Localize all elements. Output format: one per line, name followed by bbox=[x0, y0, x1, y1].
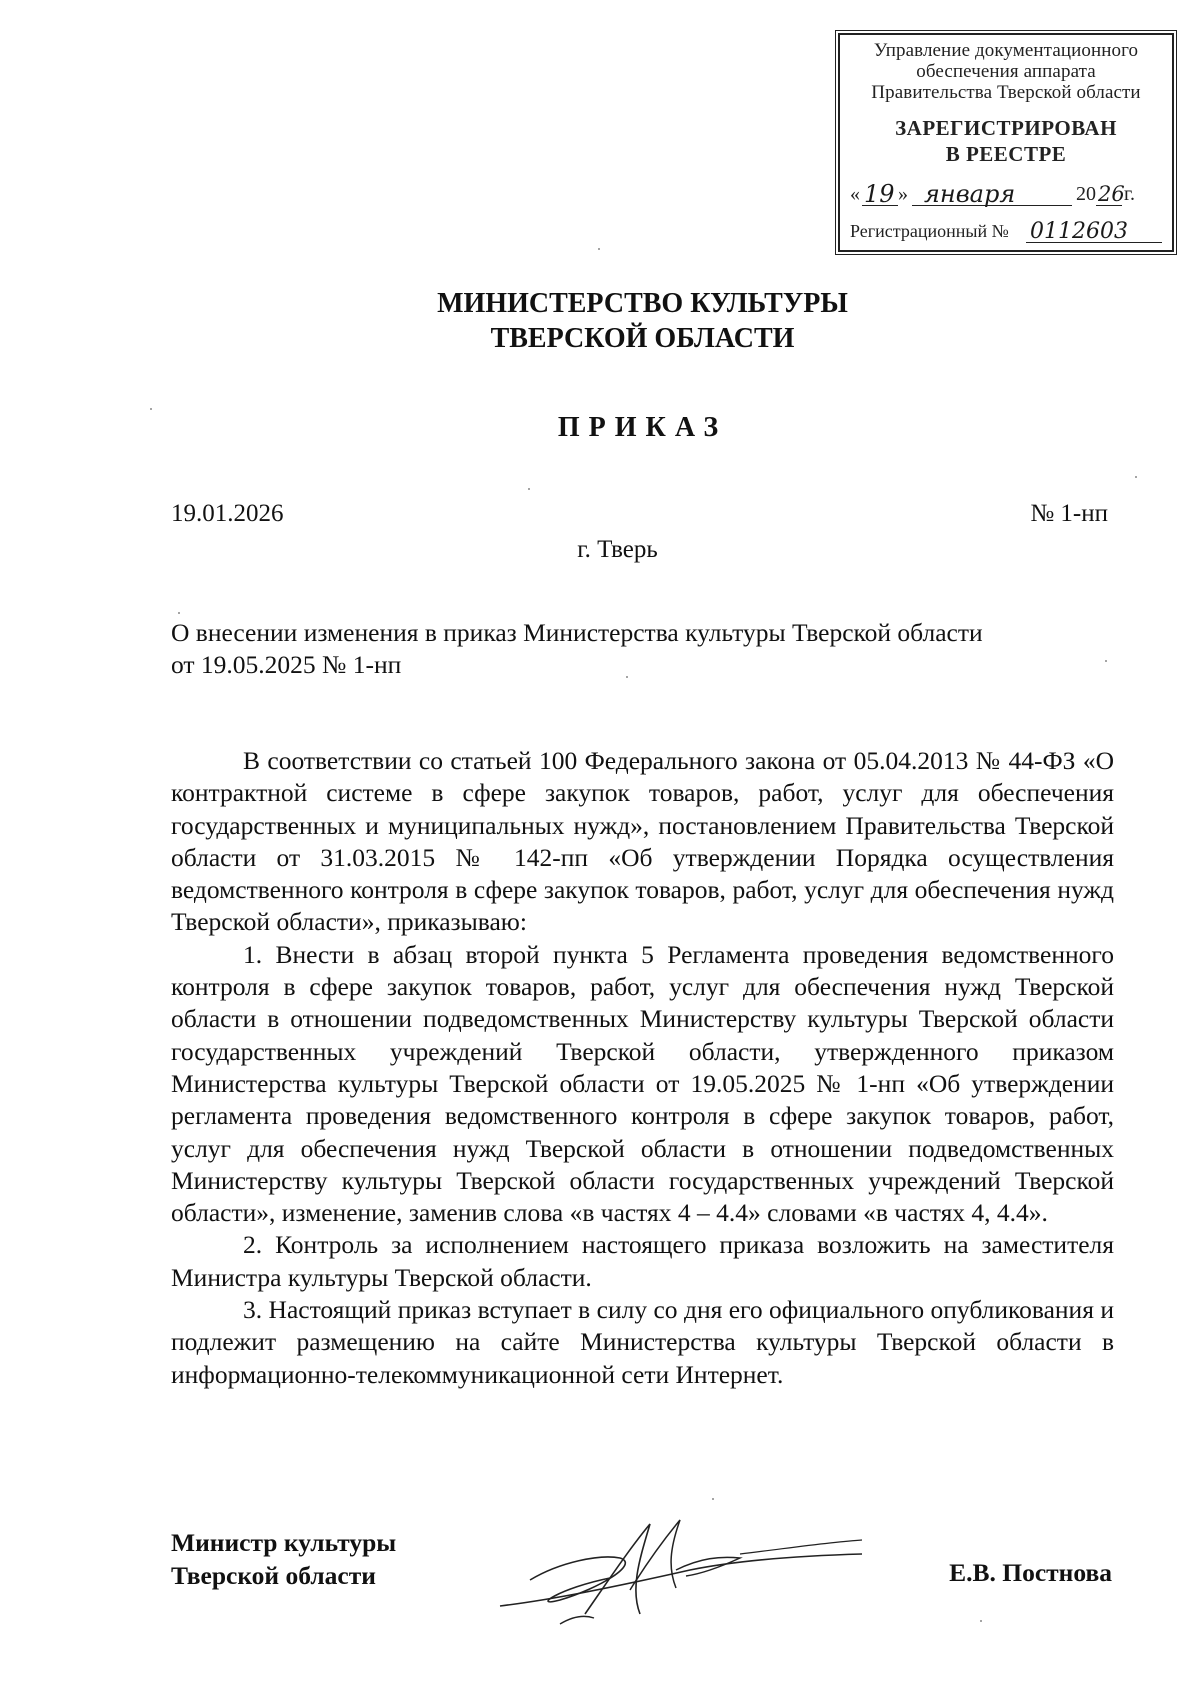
ministry-name bbox=[0, 286, 1200, 356]
stamp-month: января bbox=[924, 180, 1016, 208]
document-subject bbox=[171, 617, 1115, 681]
registration-stamp bbox=[838, 33, 1174, 252]
scan-speck bbox=[1135, 476, 1137, 478]
scan-speck bbox=[150, 408, 152, 410]
stamp-org-line: обеспечения аппарата bbox=[916, 61, 1096, 82]
scan-speck bbox=[528, 488, 530, 490]
document-type: ПРИКАЗ bbox=[557, 412, 728, 443]
stamp-year-suffix: 26 bbox=[1098, 182, 1125, 206]
stamp-reg-line: ЗАРЕГИСТРИРОВАН bbox=[895, 116, 1117, 140]
signer-position-line: Министр культуры bbox=[171, 1528, 397, 1557]
signer-position bbox=[171, 1526, 396, 1592]
stamp-year-prefix: 20 bbox=[1076, 183, 1096, 205]
stamp-number-line bbox=[850, 215, 1166, 245]
signer-name: Е.В. Постнова bbox=[949, 1558, 1112, 1587]
ministry-line: МИНИСТЕРСТВО КУЛЬТУРЫ bbox=[437, 288, 848, 319]
ministry-line: ТВЕРСКОЙ ОБЛАСТИ bbox=[490, 323, 795, 354]
document-body bbox=[171, 745, 1114, 1391]
stamp-number-label: Регистрационный № bbox=[850, 221, 1009, 241]
subject-line: от 19.05.2025 № 1-нп bbox=[171, 650, 402, 679]
scan-speck bbox=[598, 248, 600, 250]
scan-speck bbox=[626, 676, 628, 678]
handwritten-signature bbox=[490, 1518, 870, 1633]
stamp-date-line bbox=[850, 178, 1166, 208]
stamp-day: 19 bbox=[864, 180, 895, 208]
scan-speck bbox=[712, 1498, 714, 1500]
stamp-org-line: Правительства Тверской области bbox=[871, 82, 1141, 103]
stamp-year-end: г. bbox=[1124, 183, 1135, 205]
signer-position-line: Тверской области bbox=[171, 1561, 376, 1590]
stamp-registered bbox=[840, 115, 1172, 167]
stamp-org-line: Управление документационного bbox=[873, 40, 1139, 61]
stamp-reg-line: В РЕЕСТРЕ bbox=[945, 142, 1067, 166]
stamp-organization bbox=[840, 40, 1172, 103]
body-preamble: В соответствии со статьей 100 Федерального закона от 05.04.2013 № 44-ФЗ «О контрактной системе в сфере закупок товаров, работ, услуг для обеспечения государственных и муниципальных нужд», постановлением Правительства Тверской области от 31.03.2015 № 142-пп «Об утверждении Порядка осуществления ведомственного контроля в сфере закупок товаров, работ, услуг для обеспечения нужд Тверской области», приказываю: bbox=[171, 746, 1114, 937]
stamp-number: 0112603 bbox=[1030, 219, 1128, 244]
document-date: 19.01.2026 bbox=[171, 500, 284, 527]
scan-speck bbox=[980, 1620, 982, 1622]
document-city: г. Тверь bbox=[577, 536, 658, 563]
scan-speck bbox=[178, 612, 180, 614]
subject-line: О внесении изменения в приказ Министерства культуры Тверской области bbox=[171, 618, 983, 647]
stamp-quote-open: « bbox=[850, 183, 860, 205]
body-item: 2. Контроль за исполнением настоящего приказа возложить на заместителя Министра культуры Тверской области. bbox=[171, 1230, 1114, 1292]
scan-speck bbox=[1105, 660, 1107, 662]
document-number: № 1-нп bbox=[1030, 500, 1108, 527]
body-item: 3. Настоящий приказ вступает в силу со дня его официального опубликования и подлежит размещению на сайте Министерства культуры Тверской области в информационно-телекоммуникационной сети Интернет. bbox=[171, 1295, 1114, 1389]
body-item: 1. Внести в абзац второй пункта 5 Регламента проведения ведомственного контроля в сфере закупок товаров, работ, услуг для обеспечения нужд Тверской области в отношении подведомственных Министерству культуры Тверской области государственных учреждений Тверской области, утвержденного приказом Министерства культуры Тверской области от 19.05.2025 № 1-нп «Об утверждении регламента проведения ведомственного контроля в сфере закупок товаров, работ, услуг для обеспечения нужд Тверской области в отношении подведомственных Министерству культуры Тверской области государственных учреждений Тверской области», изменение, заменив слова «в частях 4 – 4.4» словами «в частях 4, 4.4». bbox=[171, 939, 1114, 1228]
stamp-quote-close: » bbox=[898, 183, 908, 205]
